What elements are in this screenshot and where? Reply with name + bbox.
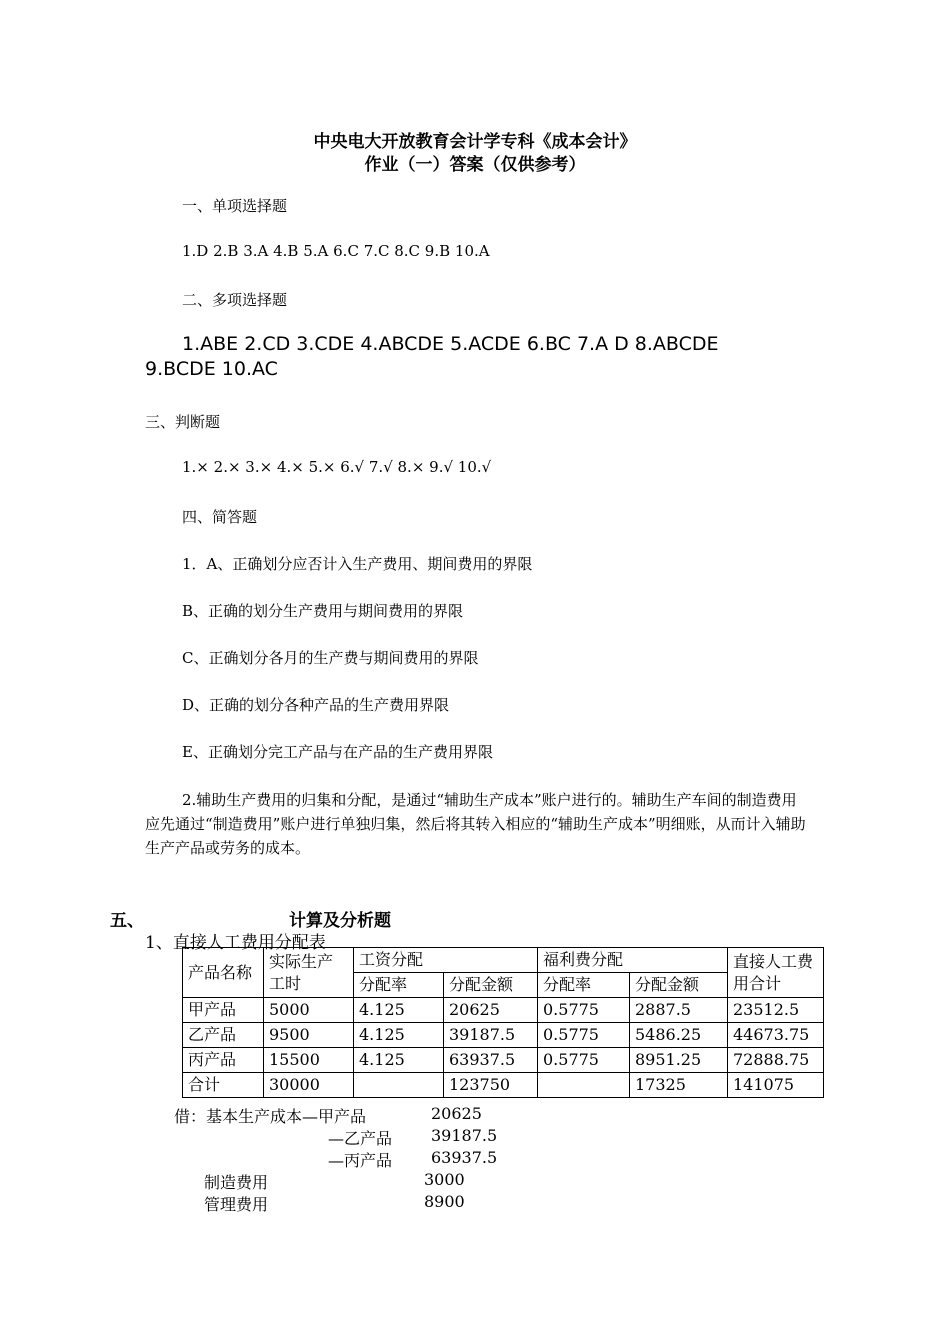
journal-line4-label: 制造费用 [204,1173,269,1192]
cell-total: 72888.75 [728,1048,824,1073]
section2-heading: 二、多项选择题 [182,291,288,309]
section3-answers: 1.× 2.× 3.× 4.× 5.× 6.√ 7.√ 8.× 9.√ 10.√ [182,458,492,476]
cell-product: 乙产品 [183,1023,264,1048]
header-product-name: 产品名称 [183,948,264,998]
header-wage-allocation: 工资分配 [354,948,538,973]
header-wage-amount: 分配金额 [444,973,538,998]
section2-answers-line2: 9.BCDE 10.AC [145,358,278,380]
header-direct-labor-total: 直接人工费用合计 [728,948,824,998]
table-row [183,998,824,1023]
table-header-row [183,948,824,973]
cell-hours: 15500 [264,1048,354,1073]
cell-welfare-amount: 2887.5 [630,998,728,1023]
section4-heading: 四、简答题 [182,508,258,526]
labor-cost-allocation-table [182,947,824,1098]
section2-answers-line1: 1.ABE 2.CD 3.CDE 4.ABCDE 5.ACDE 6.BC 7.A D 8.ABCDE [182,333,719,355]
cell-wage-amount: 63937.5 [444,1048,538,1073]
cell-hours: 9500 [264,1023,354,1048]
header-actual-hours: 实际生产工时 [264,948,354,998]
section1-heading: 一、单项选择题 [182,197,288,215]
cell-wage-amount: 20625 [444,998,538,1023]
cell-product: 合计 [183,1073,264,1098]
table-row [183,1023,824,1048]
cell-welfare-amount: 17325 [630,1073,728,1098]
section4-q2-paragraph: 2.辅助生产费用的归集和分配，是通过“辅助生产成本”账户进行的。辅助生产车间的制造费用应先通过“制造费用”账户进行单独归集，然后将其转入相应的“辅助生产成本”明细账，从而计入辅助生产产品或劳务的成本。 [145,791,806,857]
cell-welfare-rate: 0.5775 [538,1048,630,1073]
journal-line5-label: 管理费用 [204,1195,269,1214]
journal-line2-label: —乙产品 [328,1129,393,1148]
cell-total: 141075 [728,1073,824,1098]
cell-wage-amount: 123750 [444,1073,538,1098]
section3-heading: 三、判断题 [145,413,221,431]
doc-title-line2: 作业（一）答案（仅供参考） [364,155,586,175]
section4-q1-item-e: E、正确划分完工产品与在产品的生产费用界限 [182,743,493,761]
journal-line3-value: 63937.5 [431,1148,498,1167]
section4-q1-item-a: 1．A、正确划分应否计入生产费用、期间费用的界限 [182,555,533,573]
section5-number: 五、 [110,911,144,931]
cell-hours: 5000 [264,998,354,1023]
cell-product: 甲产品 [183,998,264,1023]
header-welfare-amount: 分配金额 [630,973,728,998]
cell-wage-rate: 4.125 [354,1048,444,1073]
doc-title-line1: 中央电大开放教育会计学专科《成本会计》 [313,132,637,152]
section1-answers: 1.D 2.B 3.A 4.B 5.A 6.C 7.C 8.C 9.B 10.A [182,242,490,260]
journal-line3-label: —丙产品 [328,1151,393,1170]
cell-wage-amount: 39187.5 [444,1023,538,1048]
section5-heading: 计算及分析题 [289,911,391,931]
cell-product: 丙产品 [183,1048,264,1073]
cell-welfare-rate: 0.5775 [538,998,630,1023]
cell-wage-rate: 4.125 [354,998,444,1023]
journal-line5-value: 8900 [424,1192,465,1211]
journal-line2-value: 39187.5 [431,1126,498,1145]
cell-hours: 30000 [264,1073,354,1098]
cell-welfare-rate: 0.5775 [538,1023,630,1048]
cell-welfare-amount: 5486.25 [630,1023,728,1048]
cell-total: 23512.5 [728,998,824,1023]
journal-line1-label: 借：基本生产成本—甲产品 [174,1107,367,1126]
section4-q1-item-b: B、正确的划分生产费用与期间费用的界限 [182,602,464,620]
cell-welfare-rate [538,1073,630,1098]
cell-total: 44673.75 [728,1023,824,1048]
section4-q1-item-c: C、正确划分各月的生产费与期间费用的界限 [182,649,479,667]
cell-wage-rate: 4.125 [354,1023,444,1048]
cell-wage-rate [354,1073,444,1098]
section4-q1-item-d: D、正确的划分各种产品的生产费用界限 [182,696,450,714]
table-total-row [183,1073,824,1098]
header-welfare-rate: 分配率 [538,973,630,998]
journal-line1-value: 20625 [431,1104,482,1123]
header-welfare-allocation: 福利费分配 [538,948,728,973]
table-row [183,1048,824,1073]
table-caption: 1、直接人工费用分配表 [145,933,326,953]
header-wage-rate: 分配率 [354,973,444,998]
cell-welfare-amount: 8951.25 [630,1048,728,1073]
journal-line4-value: 3000 [424,1170,465,1189]
